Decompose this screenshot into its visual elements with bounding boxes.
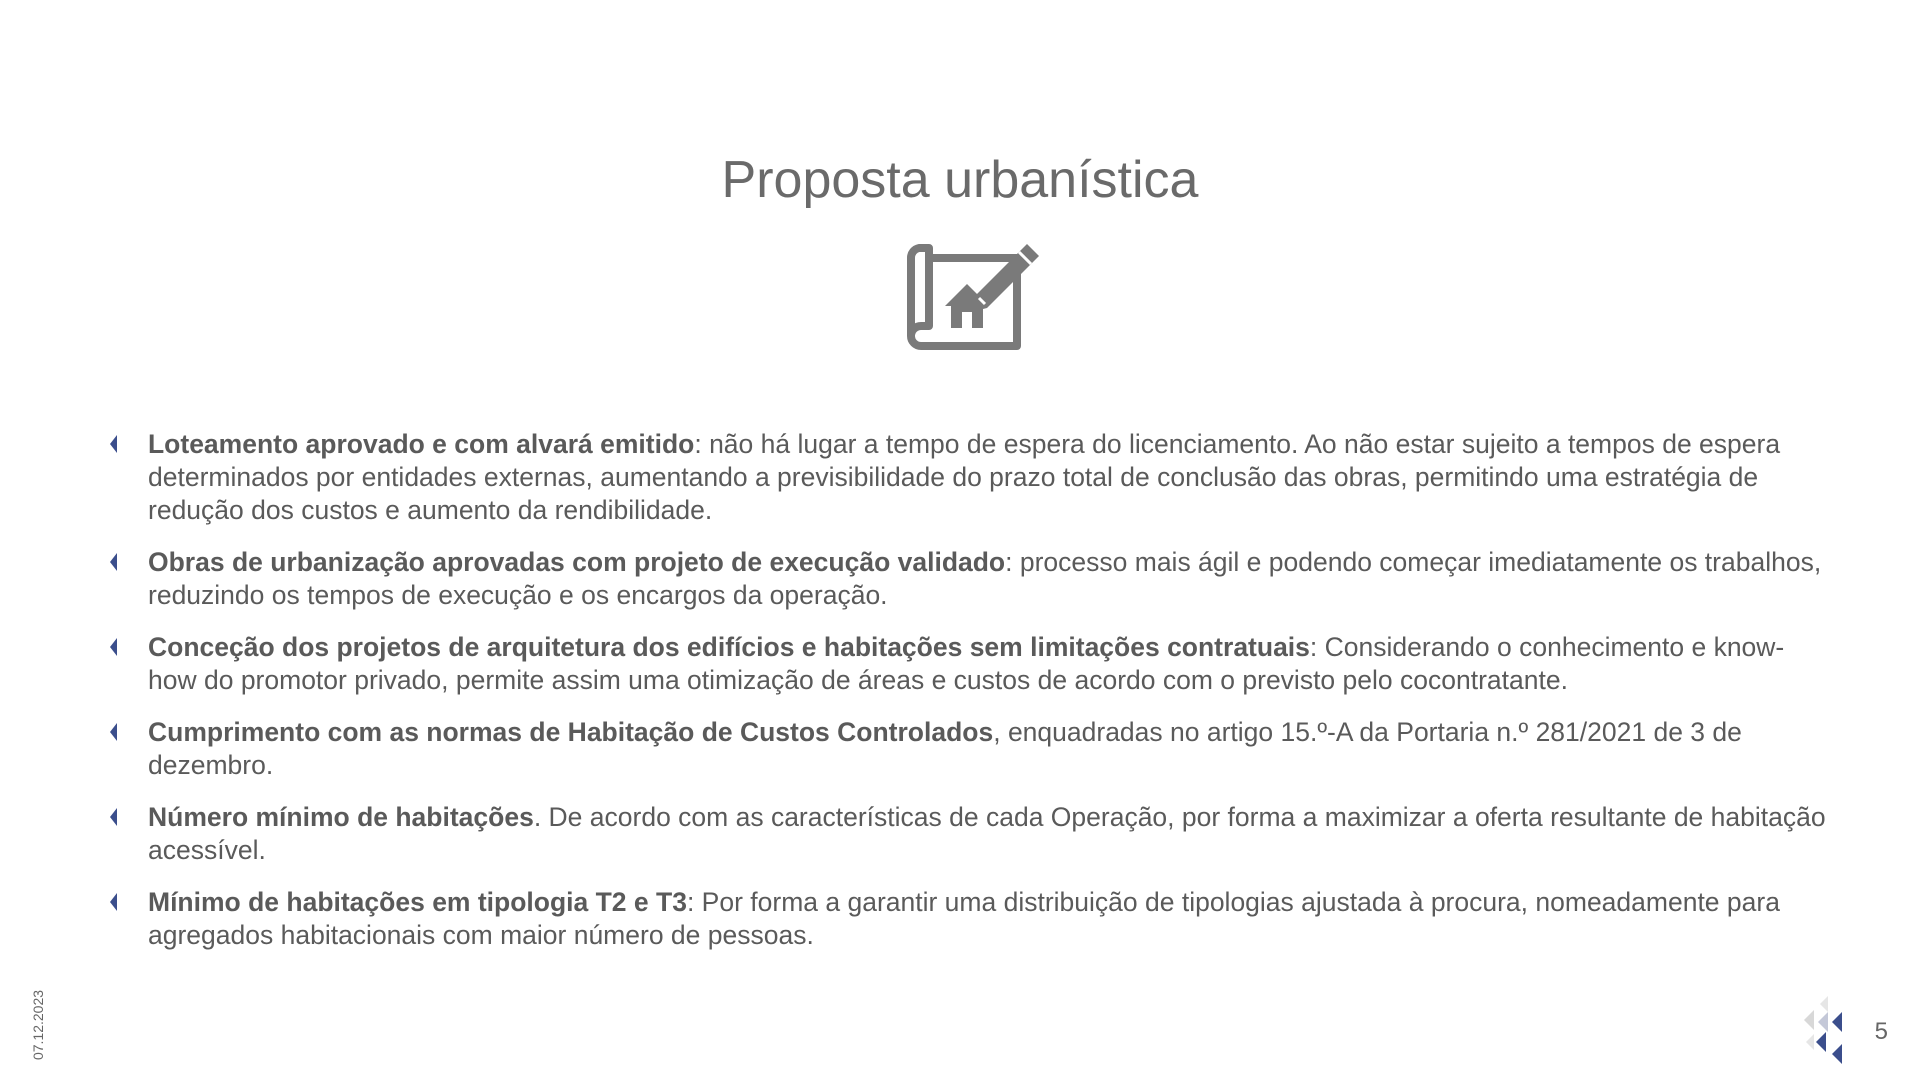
bullet-text: . De acordo com as características de cada Operação, por forma a maximizar a oferta resultante de habitação acessível.	[148, 802, 1826, 865]
bullet-list	[108, 428, 1828, 971]
bullet-arrow-icon	[108, 722, 118, 742]
bullet-lead: Mínimo de habitações em tipologia T2 e T3	[148, 887, 687, 917]
bullet-text: : Por forma a garantir uma distribuição de tipologias ajustada à procura, nomeadamente para agregados habitacionais com maior número de pessoas.	[148, 887, 1780, 950]
bullet-text: : Considerando o conhecimento e know-how do promotor privado, permite assim uma otimização de áreas e custos de acordo com o previsto pelo cocontratante.	[148, 632, 1785, 695]
bullet-arrow-icon	[108, 552, 118, 572]
bullet-lead: Conceção dos projetos de arquitetura dos edifícios e habitações sem limitações contratuais	[148, 632, 1310, 662]
bullet-arrow-icon	[108, 807, 118, 827]
bullet-lead: Loteamento aprovado e com alvará emitido	[148, 429, 695, 459]
list-item	[108, 631, 1828, 697]
list-item	[108, 428, 1828, 527]
bullet-text: , enquadradas no artigo 15.º-A da Portaria n.º 281/2021 de 3 de dezembro.	[148, 717, 1742, 780]
list-item	[108, 716, 1828, 782]
bullet-arrow-icon	[108, 892, 118, 912]
bullet-text: : processo mais ágil e podendo começar imediatamente os trabalhos, reduzindo os tempos de execução e os encargos da operação.	[148, 547, 1822, 610]
company-logo-icon	[1792, 990, 1850, 1070]
slide-title: Proposta urbanística	[721, 151, 1199, 209]
bullet-arrow-icon	[108, 434, 118, 454]
bullet-lead: Cumprimento com as normas de Habitação de Custos Controlados	[148, 717, 994, 747]
bullet-lead: Número mínimo de habitações	[148, 802, 534, 832]
list-item	[108, 801, 1828, 867]
slide-date: 07.12.2023	[30, 989, 46, 1061]
page-number: 5	[1874, 1018, 1888, 1045]
bullet-lead: Obras de urbanização aprovadas com projeto de execução validado	[148, 547, 1006, 577]
blueprint-house-pencil-icon	[903, 240, 1043, 350]
bullet-text: : não há lugar a tempo de espera do licenciamento. Ao não estar sujeito a tempos de espera determinados por entidades externas, aumentando a previsibilidade do prazo total de conclusão das obras, permitindo uma estratégia de redução dos custos e aumento da rendibilidade.	[148, 429, 1781, 525]
list-item	[108, 546, 1828, 612]
bullet-arrow-icon	[108, 637, 118, 657]
list-item	[108, 886, 1828, 952]
